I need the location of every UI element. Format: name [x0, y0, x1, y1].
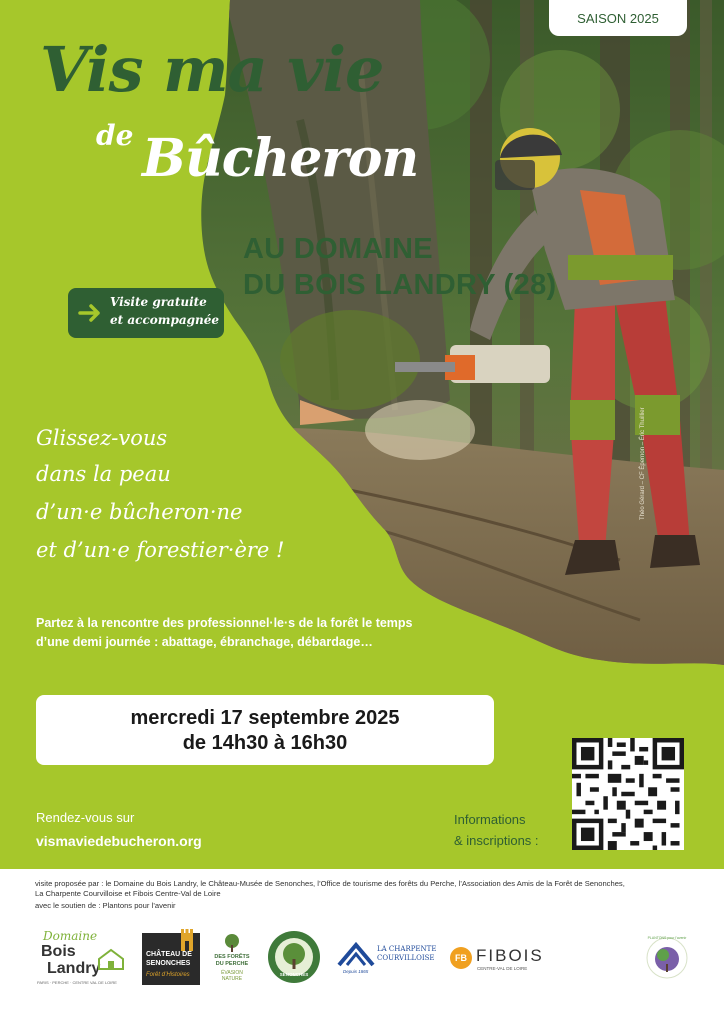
tagline-line3: d’un·e bûcheron·ne — [36, 500, 243, 524]
credits-line1: visite proposée par : le Domaine du Bois Landry, le Château-Musée de Senonches, l’Office de tourisme des forêts du Perche, l’Association des Amis de la Forêt de Senonches, — [35, 879, 625, 888]
location-line1: AU DOMAINE — [243, 233, 433, 265]
logo-forets-l1: DES FORÊTS — [214, 954, 250, 960]
logo-fibois-l2: CENTRE-VAL DE LOIRE — [477, 966, 528, 971]
qr-code[interactable] — [572, 738, 684, 850]
logo-forets-l2: DU PERCHE — [215, 961, 249, 967]
tagline-line1: Glissez-vous — [36, 426, 168, 450]
logo-forets-l3: ÉVASION — [221, 970, 243, 976]
arrow-right-icon — [78, 302, 104, 324]
season-label: SAISON 2025 — [577, 10, 659, 26]
description-line2: d’une demi journée : abattage, ébranchage, débardage… — [36, 635, 373, 649]
event-time: de 14h30 à 16h30 — [182, 732, 348, 754]
logo-charpente-l3: Depuis 1865 — [343, 969, 369, 974]
castle-icon — [178, 929, 196, 951]
logo-fibois-l1: FIBOIS — [476, 946, 544, 965]
info-line2: & inscriptions : — [454, 833, 539, 848]
logo-amis-foret — [266, 929, 322, 985]
logo-charpente-l1: LA CHARPENTE — [377, 945, 437, 953]
house-icon — [97, 947, 125, 971]
logo-chateau-l1: CHÂTEAU DE — [146, 951, 192, 958]
visit-badge — [68, 288, 224, 338]
title-line3: Bûcheron — [142, 128, 419, 189]
logo-plantons-l1: PLANTONS pour l’avenir — [647, 936, 687, 940]
logo-amis-l1: SENONCHES — [279, 972, 309, 977]
logo-charpente — [337, 939, 437, 981]
credits-line2: La Charpente Courvilloise et Fibois Centre-Val de Loire — [35, 889, 221, 898]
info-line1: Informations — [454, 812, 526, 827]
tagline-line2: dans la peau — [36, 462, 171, 486]
logo-chateau-l3: Forêt d’Histoires — [146, 972, 190, 978]
logo-forets-l4: NATURE — [221, 976, 243, 982]
logo-bois-landry-l1: Domaine — [43, 929, 98, 943]
location-line2: DU BOIS LANDRY (28) — [243, 269, 557, 301]
title-line1: Vis ma vie — [40, 33, 384, 106]
tree-icon — [222, 933, 242, 953]
season-badge — [549, 0, 687, 36]
event-date: mercredi 17 septembre 2025 — [130, 707, 400, 729]
event-date-box — [36, 695, 494, 765]
credits-line3: avec le soutien de : Plantons pour l’avenir — [35, 901, 176, 910]
logo-chateau-l2: SENONCHES — [146, 960, 191, 967]
logo-bois-landry — [35, 927, 130, 989]
fibois-badge-text: FB — [455, 953, 467, 963]
description-line1: Partez à la rencontre des professionnel·le·s de la forêt le temps — [36, 616, 413, 630]
fibois-badge-icon — [450, 947, 472, 969]
logo-fibois — [450, 945, 560, 975]
charpente-icon — [337, 941, 375, 967]
logo-bois-landry-l2: Bois — [41, 943, 76, 960]
logo-forets-perche — [210, 933, 254, 985]
meeting-url[interactable]: vismaviedebucheron.org — [36, 833, 202, 849]
logo-bois-landry-l3: Landry — [47, 960, 101, 977]
logo-bois-landry-sub: PARIS · PERCHE · CENTRE VAL DE LOIRE — [37, 980, 117, 985]
footer — [0, 869, 724, 1024]
photo-credit: Théo Gérard – CF Épernon – Éric Thuillier — [640, 407, 646, 520]
plant-tree-icon — [646, 937, 688, 979]
meeting-label: Rendez-vous sur — [36, 810, 135, 825]
logo-chateau-senonches — [142, 933, 200, 985]
logo-charpente-l2: COURVILLOISE — [377, 954, 435, 962]
tagline-line4: et d’un·e forestier·ère ! — [36, 538, 285, 562]
logo-plantons — [646, 937, 688, 979]
visit-badge-line2: et accompagnée — [110, 313, 219, 327]
visit-badge-line1: Visite gratuite — [110, 295, 207, 309]
title-line2: de — [96, 119, 134, 152]
